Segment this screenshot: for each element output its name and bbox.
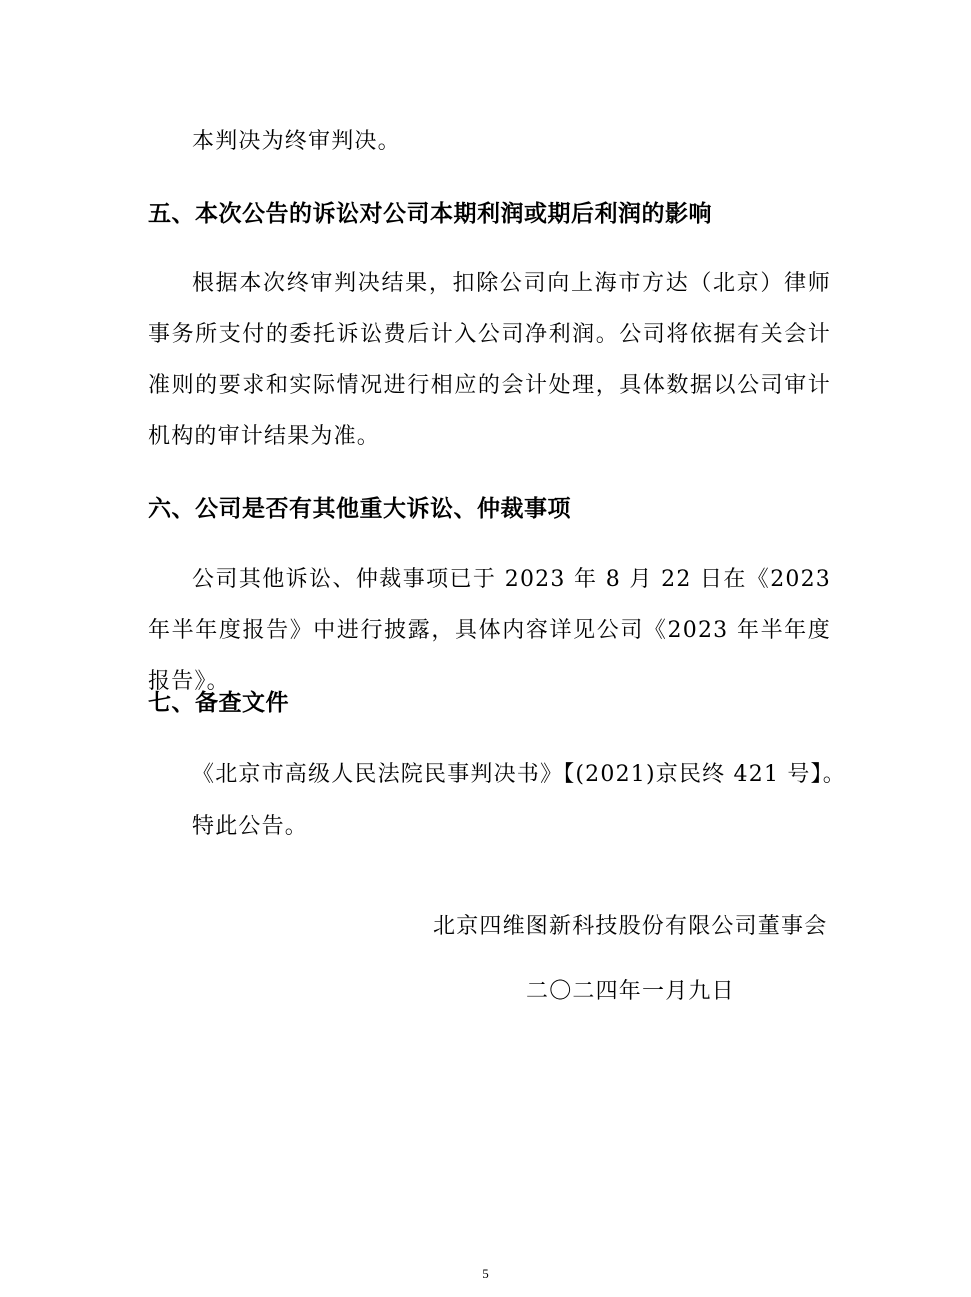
announcement-closing-line: 特此公告。 xyxy=(192,814,309,839)
final-judgment-line: 本判决为终审判决。 xyxy=(192,129,401,154)
section-five-body: 根据本次终审判决结果，扣除公司向上海市方达（北京）律师事务所支付的委托诉讼费后计入公司净利润。公司将依据有关会计准则的要求和实际情况进行相应的会计处理，具体数据以公司审计机构的审计结果为准。 xyxy=(148,271,831,449)
section-seven-heading: 七、备查文件 xyxy=(148,690,289,716)
page-number: 5 xyxy=(482,1266,489,1281)
signature-date: 二〇二四年一月九日 xyxy=(526,979,735,1004)
section-six-heading: 六、公司是否有其他重大诉讼、仲裁事项 xyxy=(148,496,571,522)
section-six-body: 公司其他诉讼、仲裁事项已于 2023 年 8 月 22 日在《2023 年半年度报告》中进行披露，具体内容详见公司《2023 年半年度报告》。 xyxy=(148,567,831,694)
reference-document-line: 《北京市高级人民法院民事判决书》【(2021)京民终 421 号】。 xyxy=(192,762,846,787)
signature-company: 北京四维图新科技股份有限公司董事会 xyxy=(433,914,828,939)
section-five-heading: 五、本次公告的诉讼对公司本期利润或期后利润的影响 xyxy=(148,201,712,227)
